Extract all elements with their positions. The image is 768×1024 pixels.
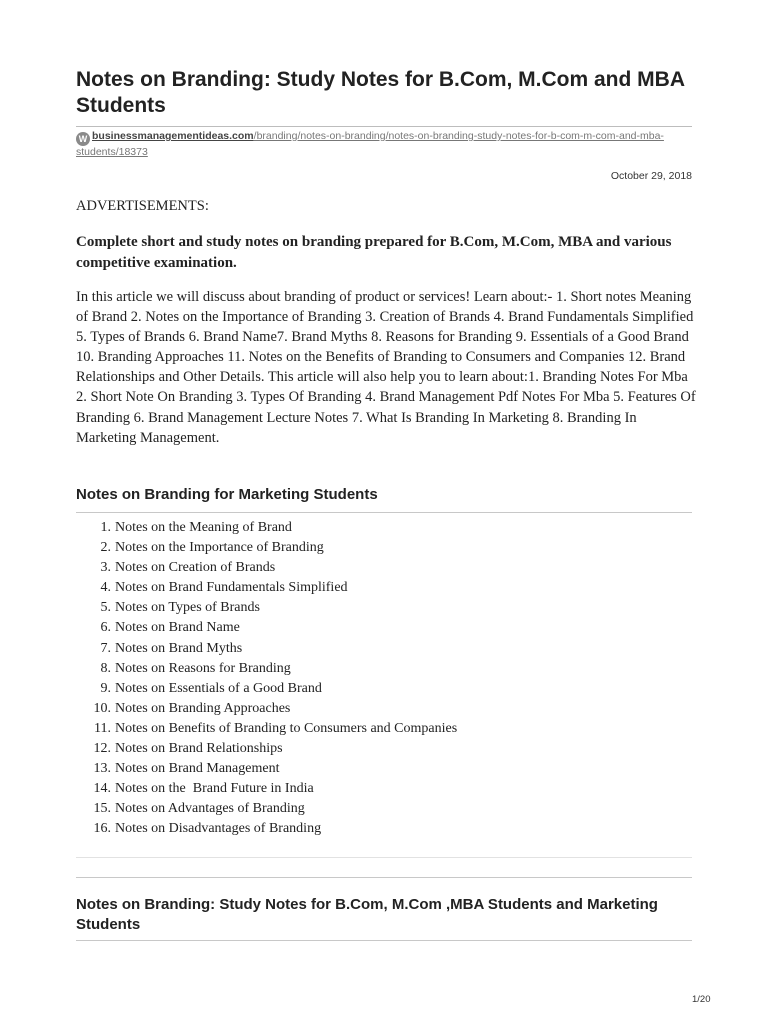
toc-item-number: 2.	[100, 540, 111, 556]
toc-item-link[interactable]: Notes on Brand Management	[115, 761, 280, 777]
toc-item-number: 12.	[93, 741, 111, 757]
toc-item-link[interactable]: Notes on Brand Myths	[115, 640, 243, 656]
toc-item[interactable]	[76, 759, 692, 779]
source-domain[interactable]: businessmanagementideas.com	[92, 130, 254, 142]
toc-item[interactable]	[76, 699, 692, 719]
toc-item-number: 3.	[100, 560, 111, 576]
toc-item[interactable]	[76, 739, 692, 759]
intro-paragraph: In this article we will discuss about branding of product or services! Learn about:- 1. Short notes Meaning of Brand 2. Notes on the Importance of Branding 3. Creation of Brands 4. Brand Fundamentals Simplified 5. Types of Brands 6. Brand Name7. Brand Myths 8. Reasons for Branding 9. Essentials of a Good Brand 10. Branding Approaches 11. Notes on the Benefits of Branding to Consumers and Companies 12. Brand Relationships and Other Details. This article will also help you to learn about:1. Branding Notes For Mba 2. Short Note On Branding 3. Types Of Branding 4. Brand Management Pdf Notes For Mba 5. Features Of Branding 6. Brand Management Lecture Notes 7. What Is Branding In Marketing 8. Branding In Marketing Management.	[76, 289, 696, 446]
toc-item-link[interactable]: Notes on Types of Brands	[115, 600, 260, 616]
toc-item[interactable]	[76, 598, 692, 618]
publish-date: October 29, 2018	[610, 170, 692, 182]
toc-item-link[interactable]: Notes on Creation of Brands	[115, 560, 276, 576]
toc-item-link[interactable]: Notes on Brand Relationships	[115, 741, 283, 757]
section-divider	[76, 877, 692, 878]
toc-item-link[interactable]: Notes on the Importance of Branding	[115, 540, 324, 556]
toc-item-link[interactable]: Notes on Brand Fundamentals Simplified	[115, 580, 348, 596]
toc-item-number: 11.	[94, 720, 111, 736]
toc-item-link[interactable]: Notes on the Meaning of Brand	[115, 520, 292, 535]
toc-item-link[interactable]: Notes on Essentials of a Good Brand	[115, 680, 322, 696]
wordpress-icon: W	[76, 132, 90, 146]
toc-item[interactable]	[76, 518, 692, 538]
toc-item[interactable]	[76, 578, 692, 598]
toc-item-number: 15.	[93, 801, 111, 817]
source-url[interactable]	[76, 130, 692, 159]
toc-item[interactable]	[76, 799, 692, 819]
toc-item[interactable]	[76, 679, 692, 699]
toc-item-link[interactable]: Notes on the Brand Future in India	[115, 781, 314, 797]
toc-item[interactable]	[76, 659, 692, 679]
toc-item[interactable]	[76, 779, 692, 799]
page-number: 1/20	[692, 994, 711, 1005]
toc-item-link[interactable]: Notes on Branding Approaches	[115, 700, 291, 716]
toc-item[interactable]	[76, 538, 692, 558]
toc-item-number: 13.	[93, 761, 111, 777]
toc-item-link[interactable]: Notes on Benefits of Branding to Consumers and Companies	[115, 720, 458, 736]
lead-paragraph: Complete short and study notes on branding prepared for B.Com, M.Com, MBA and various competitive examination.	[76, 234, 672, 271]
source-path[interactable]: /branding/notes-on-branding/notes-on-branding-study-notes-for-b-com-m-com-and-mba-students/18373	[76, 130, 664, 158]
toc-item-link[interactable]: Notes on Disadvantages of Branding	[115, 821, 322, 837]
toc-item-link[interactable]: Notes on Brand Name	[115, 620, 240, 636]
toc-item-number: 9.	[100, 680, 111, 696]
toc-item-number: 14.	[93, 781, 111, 797]
toc-item-number: 6.	[100, 620, 111, 636]
advertisements-label: ADVERTISEMENTS:	[76, 198, 209, 214]
toc-item[interactable]	[76, 618, 692, 638]
toc-item-link[interactable]: Notes on Advantages of Branding	[115, 801, 305, 817]
toc-item-number: 4.	[100, 580, 111, 596]
toc-item[interactable]	[76, 719, 692, 739]
toc-item[interactable]	[76, 819, 692, 839]
toc-item-link[interactable]: Notes on Reasons for Branding	[115, 660, 291, 676]
section-heading-marketing-students: Notes on Branding for Marketing Students	[76, 486, 378, 503]
toc-item-number: 5.	[100, 600, 111, 616]
toc-item-number: 8.	[100, 660, 111, 676]
toc-item[interactable]	[76, 558, 692, 578]
table-of-contents	[76, 518, 692, 840]
title-divider	[76, 126, 692, 127]
toc-item[interactable]	[76, 639, 692, 659]
section-heading-study-notes: Notes on Branding: Study Notes for B.Com, M.Com ,MBA Students and Marketing Students	[76, 896, 658, 933]
article-title: Notes on Branding: Study Notes for B.Com, M.Com and MBA Students	[76, 68, 685, 117]
list-end-divider	[76, 857, 692, 858]
section-divider	[76, 940, 692, 941]
toc-item-number: 1.	[100, 520, 111, 535]
section-divider	[76, 512, 692, 513]
toc-item-number: 16.	[93, 821, 111, 837]
toc-item-number: 7.	[100, 640, 111, 656]
toc-item-number: 10.	[93, 700, 111, 716]
